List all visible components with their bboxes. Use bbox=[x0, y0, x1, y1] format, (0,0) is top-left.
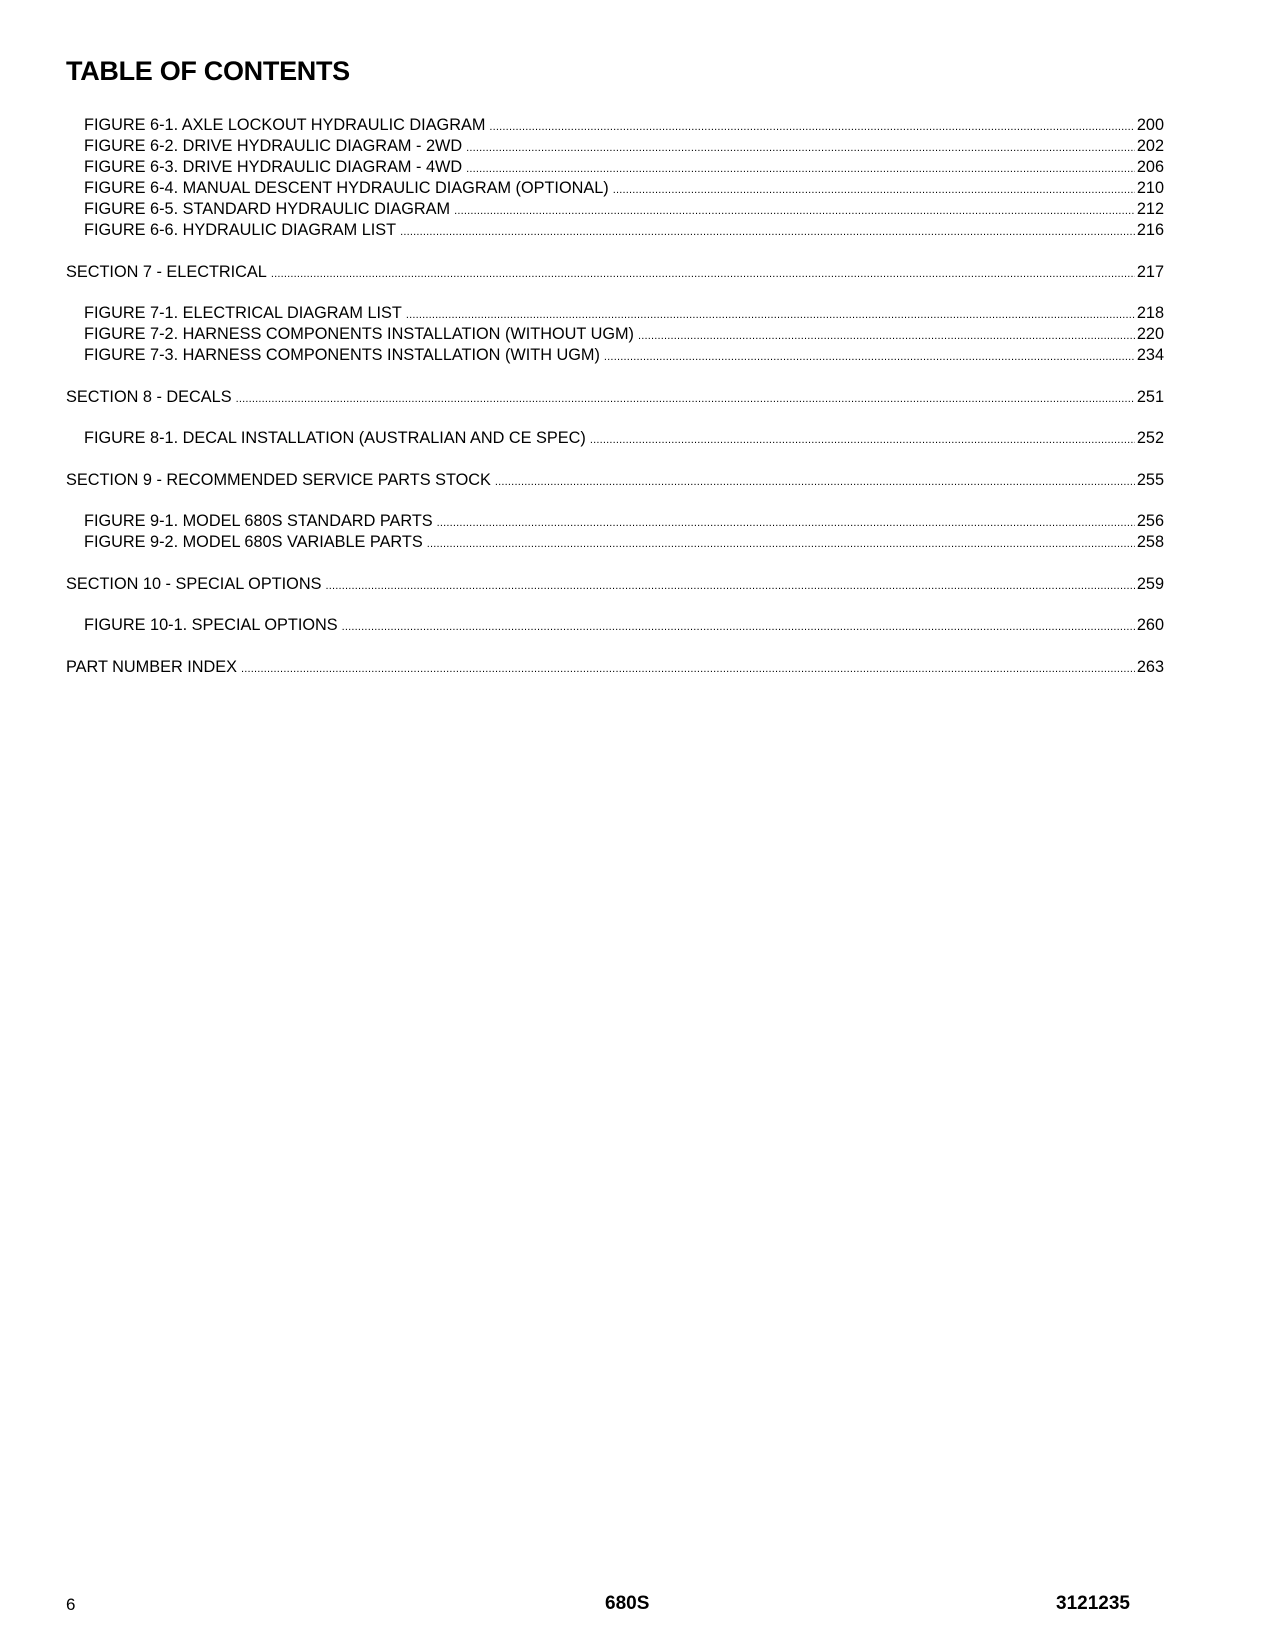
toc-entry-figure-7-2[interactable] bbox=[66, 324, 1164, 345]
toc-entry-page: 256 bbox=[1136, 512, 1164, 530]
dot-leader bbox=[271, 262, 1135, 285]
toc-entry-title: SECTION 9 - RECOMMENDED SERVICE PARTS STOCK bbox=[66, 471, 491, 489]
footer-page-number: 6 bbox=[66, 1595, 76, 1614]
toc-entry-figure-6-4[interactable] bbox=[66, 178, 1164, 199]
toc-entry-title: FIGURE 10-1. SPECIAL OPTIONS bbox=[84, 616, 338, 634]
toc-entry-figure-6-5[interactable] bbox=[66, 199, 1164, 220]
toc-entry-figure-7-3[interactable] bbox=[66, 345, 1164, 366]
toc-entry-figure-9-1[interactable] bbox=[66, 511, 1164, 532]
toc-entry-page: 216 bbox=[1136, 221, 1164, 239]
toc-entry-page: 212 bbox=[1136, 200, 1164, 218]
toc-entry-title: FIGURE 9-1. MODEL 680S STANDARD PARTS bbox=[84, 512, 433, 530]
toc-entry-title: FIGURE 6-5. STANDARD HYDRAULIC DIAGRAM bbox=[84, 200, 451, 218]
dot-leader bbox=[325, 574, 1134, 597]
toc-entry-figure-6-2[interactable] bbox=[66, 136, 1164, 157]
toc-entry-figure-7-1[interactable] bbox=[66, 303, 1164, 324]
toc-entry-page: 251 bbox=[1136, 388, 1164, 406]
toc-entry-figure-6-6[interactable] bbox=[66, 220, 1164, 241]
toc-entry-section-10[interactable] bbox=[66, 574, 1164, 595]
toc-entry-title: FIGURE 8-1. DECAL INSTALLATION (AUSTRALIAN AND CE SPEC) bbox=[84, 429, 586, 447]
toc-entry-title: FIGURE 6-1. AXLE LOCKOUT HYDRAULIC DIAGRAM bbox=[84, 116, 486, 134]
dot-leader bbox=[400, 220, 1135, 243]
toc-entry-section-9[interactable] bbox=[66, 470, 1164, 491]
toc-entry-section-7[interactable] bbox=[66, 262, 1164, 283]
toc-entry-title: FIGURE 6-3. DRIVE HYDRAULIC DIAGRAM - 4WD bbox=[84, 158, 463, 176]
toc-entry-page: 234 bbox=[1136, 346, 1164, 364]
toc-entry-title: FIGURE 7-3. HARNESS COMPONENTS INSTALLATION (WITH UGM) bbox=[84, 346, 600, 364]
toc-entry-title: FIGURE 7-2. HARNESS COMPONENTS INSTALLATION (WITHOUT UGM) bbox=[84, 325, 634, 343]
toc-entry-figure-8-1[interactable] bbox=[66, 428, 1164, 449]
toc-entry-title: FIGURE 6-2. DRIVE HYDRAULIC DIAGRAM - 2WD bbox=[84, 137, 463, 155]
toc-entry-page: 210 bbox=[1136, 179, 1164, 197]
toc-entry-figure-10-1[interactable] bbox=[66, 615, 1164, 636]
dot-leader bbox=[427, 532, 1135, 555]
page-title: TABLE OF CONTENTS bbox=[66, 56, 350, 86]
toc-entry-page: 260 bbox=[1136, 616, 1164, 634]
footer-document-number: 3121235 bbox=[1056, 1593, 1130, 1614]
toc-entry-figure-6-3[interactable] bbox=[66, 157, 1164, 178]
dot-leader bbox=[590, 428, 1135, 451]
toc-entry-page: 202 bbox=[1136, 137, 1164, 155]
dot-leader bbox=[466, 157, 1135, 180]
toc-entry-figure-9-2[interactable] bbox=[66, 532, 1164, 553]
dot-leader bbox=[613, 178, 1135, 201]
toc-entry-page: 200 bbox=[1136, 116, 1164, 134]
toc-entry-title: FIGURE 7-1. ELECTRICAL DIAGRAM LIST bbox=[84, 304, 402, 322]
toc-entry-page: 220 bbox=[1136, 325, 1164, 343]
dot-leader bbox=[495, 470, 1135, 493]
toc-entry-title: SECTION 7 - ELECTRICAL bbox=[66, 263, 267, 281]
toc-entry-page: 217 bbox=[1136, 263, 1164, 281]
footer-model: 680S bbox=[605, 1593, 650, 1614]
toc-entry-page: 206 bbox=[1136, 158, 1164, 176]
toc-entry-section-8[interactable] bbox=[66, 387, 1164, 408]
toc-entry-page: 252 bbox=[1136, 429, 1164, 447]
dot-leader bbox=[489, 115, 1134, 138]
dot-leader bbox=[241, 657, 1135, 680]
toc-entry-part-number-index[interactable] bbox=[66, 657, 1164, 678]
table-of-contents bbox=[66, 115, 1164, 678]
dot-leader bbox=[638, 324, 1135, 347]
dot-leader bbox=[342, 615, 1135, 638]
dot-leader bbox=[604, 345, 1135, 368]
toc-entry-page: 258 bbox=[1136, 533, 1164, 551]
dot-leader bbox=[406, 303, 1135, 326]
toc-entry-title: FIGURE 6-6. HYDRAULIC DIAGRAM LIST bbox=[84, 221, 397, 239]
dot-leader bbox=[437, 511, 1135, 534]
toc-entry-title: SECTION 10 - SPECIAL OPTIONS bbox=[66, 575, 322, 593]
toc-entry-page: 259 bbox=[1136, 575, 1164, 593]
toc-entry-page: 255 bbox=[1136, 471, 1164, 489]
toc-entry-title: SECTION 8 - DECALS bbox=[66, 388, 232, 406]
dot-leader bbox=[454, 199, 1135, 222]
toc-entry-title: FIGURE 9-2. MODEL 680S VARIABLE PARTS bbox=[84, 533, 423, 551]
toc-entry-figure-6-1[interactable] bbox=[66, 115, 1164, 136]
toc-entry-title: FIGURE 6-4. MANUAL DESCENT HYDRAULIC DIAGRAM (OPTIONAL) bbox=[84, 179, 609, 197]
toc-entry-page: 263 bbox=[1136, 658, 1164, 676]
toc-entry-page: 218 bbox=[1136, 304, 1164, 322]
toc-entry-title: PART NUMBER INDEX bbox=[66, 658, 237, 676]
dot-leader bbox=[466, 136, 1135, 159]
dot-leader bbox=[236, 387, 1135, 410]
